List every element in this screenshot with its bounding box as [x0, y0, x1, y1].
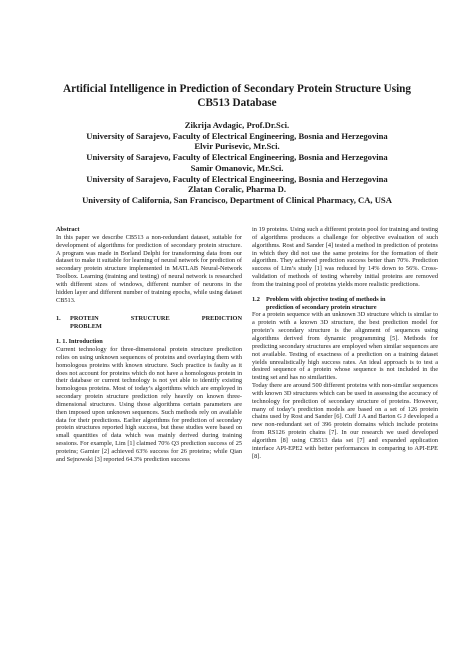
subsection-1-2-title-line-1: Problem with objective testing of methods in: [266, 295, 386, 303]
abstract-text: In this paper we describe CB513 a non-redundant dataset, suitable for development of algorithms for prediction of secondary protein structure. A program was made in Borland Delphi for transforming data from our dataset to make it suitable for learning of neural network for prediction of secondary protein structure implemented in MATLAB Neural-Network Toolbox. Learning (training and testing) of neural network is researched with different sizes of windows, different number of neurons in the hidden layer and different number of training epochs, while using dataset CB513.: [56, 233, 242, 304]
section-1-title: PROTEIN STRUCTURE PREDICTION: [70, 315, 242, 323]
introduction-text: Current technology for three-dimensional protein structure prediction relies on using unknown sequences of proteins and overlaying them with homologous proteins with known structure. Such practice is faulty as it does not account for proteins which do not have a homologous protein in their database or current technology is not yet able to identify existing homologous proteins. Most of today’s algorithms which are employed in secondary protein structure prediction rely heavily on known three-dimensional structures. Using those algorithms certain parameters are then imposed upon unknown sequences. Such methods rely on available data for their predictions. Earlier algorithms for prediction of secondary protein structures reported high success, but these studies were based on small quantities of data which was mainly derived during training sessions. For example, Lim [1] claimed 70% Q3 prediction success of 25 proteins; Garnier [2] achieved 63% success for 26 proteins; while Qian and Sejnowski [3] reported 64.3% prediction success: [56, 345, 242, 463]
abstract-heading: Abstract: [56, 226, 80, 233]
paper-title: [40, 82, 434, 110]
subsection-1-2-number: 1.2: [252, 295, 260, 303]
author-block: [30, 120, 444, 206]
author-name: Elvir Purisevic, Mr.Sci.: [194, 141, 280, 152]
subsection-1-1-heading: 1. 1. Introduction: [56, 338, 103, 346]
author-name: Samir Omanovic, Mr.Sci.: [190, 162, 284, 173]
author-name: Zikrija Avdagic, Prof.Dr.Sci.: [184, 120, 290, 130]
body-paragraph: Today there are around 500 different proteins with non-similar sequences with known 3D structures which can be used in assessing the accuracy of technology for prediction of secondary structure of proteins. However, many of today’s prediction models are based on a set of 126 protein chains used by Rost and Sander [6]. Cuff J A and Barton G J developed a new non-redundant set of 396 protein domains which include proteins from RS126 protein chains [7]. In our research we used developed algorithm [8] using CB513 data set [7] and expanded application interface API-EPE2 with better performances in comparing to API-EPE [8].: [252, 382, 438, 460]
section-1-title-continued: PROBLEM: [70, 323, 102, 331]
body-paragraph: in 19 proteins. Using such a different protein pool for training and testing of algorithms produces a challenge for objective evaluation of such algorithms. Rost and Sander [4] tested a method in prediction of proteins in which they did not use the same proteins for the formation of their algorithm. They achieved prediction success better than 70%. Prediction success of Lim’s study [1] was reduced by 14% down to 56%. Cross-validation of methods of testing whereby initial proteins are removed from the training pool of proteins yields more realistic predictions.: [252, 226, 438, 288]
title-line-1: Artificial Intelligence in Prediction of Secondary Protein Structure Using: [62, 83, 411, 95]
author-affiliation: University of Sarajevo, Faculty of Electrical Engineering, Bosnia and Herzegovina: [86, 152, 388, 163]
author-name: Zlatan Coralic, Pharma D.: [187, 184, 287, 195]
right-column: [252, 226, 438, 460]
author-affiliation: University of Sarajevo, Faculty of Electrical Engineering, Bosnia and Herzegovina: [86, 173, 388, 184]
subsection-1-2-heading: [252, 296, 438, 312]
author-affiliation: University of Sarajevo, Faculty of Electrical Engineering, Bosnia and Herzegovina: [86, 130, 388, 141]
author-affiliation: University of California, San Francisco, Department of Clinical Pharmacy, CA, USA: [82, 194, 392, 205]
subsection-1-2-title-line-2: prediction of secondary protein structure: [266, 303, 377, 311]
section-1-number: 1.: [56, 315, 61, 323]
subsection-1-2-title: [266, 296, 438, 312]
left-column: [56, 226, 242, 464]
title-line-2: CB513 Database: [197, 97, 277, 109]
body-paragraph: For a protein sequence with an unknown 3D structure which is similar to a protein with a known 3D structure, the best prediction model for protein’s secondary structure is the alignment of sequences using algorithms derived from dynamic programming [5]. Methods for predicting secondary structures are employed when similar sequences are not available. Testing of exactness of a prediction on a training dataset yields unrealistically high success rates. An ideal approach is to test a desired sequence of a protein whose sequence is not included in the testing set and has no similarities.: [252, 311, 438, 382]
section-1-heading: [56, 315, 242, 323]
